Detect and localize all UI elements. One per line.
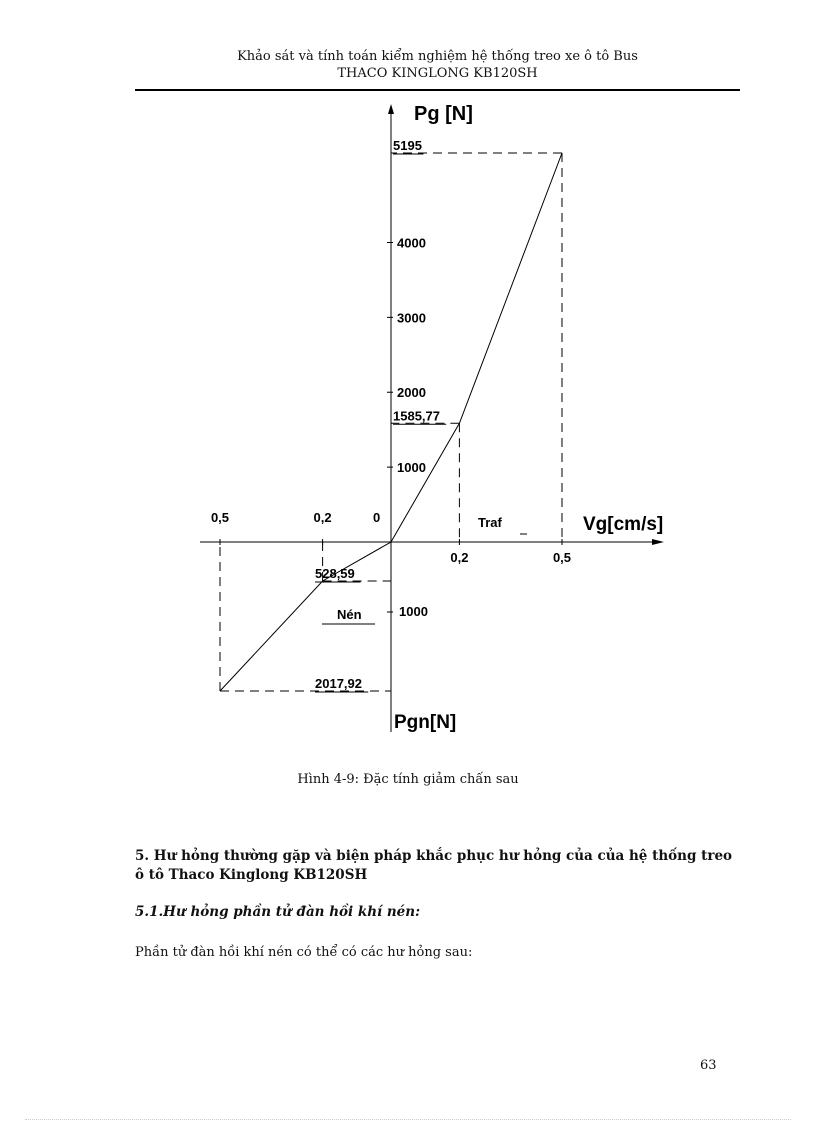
y-tick-label-0: 1000 bbox=[397, 460, 426, 476]
y-tick-label-bottom: 1000 bbox=[399, 604, 428, 619]
section-heading: 5. Hư hỏng thường gặp và biện pháp khắc phục hư hỏng của của hệ thống treo ô tô Thaco Kinglong KB120SH bbox=[135, 848, 733, 883]
point-label-3: 2017,92 bbox=[315, 676, 362, 691]
y-axis-label-top: Pg [N] bbox=[414, 103, 473, 125]
y-tick-label-2: 3000 bbox=[397, 310, 426, 326]
x-axis-arrow bbox=[652, 539, 664, 545]
body-paragraph: Phần tử đàn hồi khí nén có thể có các hư hỏng sau: bbox=[135, 945, 473, 960]
point-label-1: 1585,77 bbox=[393, 408, 440, 424]
rebound-label: Traf bbox=[478, 515, 502, 530]
x-tick-label-3: 0,2 bbox=[450, 550, 469, 565]
y-tick-label-1: 2000 bbox=[397, 385, 426, 401]
y-axis-label-bottom: Pgn[N] bbox=[394, 712, 457, 733]
x-tick-label-4: 0,5 bbox=[552, 550, 572, 565]
page-number: 63 bbox=[700, 1058, 717, 1073]
figure-caption: Hình 4-9: Đặc tính giảm chấn sau bbox=[297, 772, 519, 787]
bottom-rule bbox=[25, 1119, 791, 1120]
point-label-2: 528,59 bbox=[315, 566, 355, 582]
y-axis-arrow bbox=[388, 104, 394, 114]
x-tick-label-1: 0,2 bbox=[313, 510, 332, 525]
x-tick-label-2: 0 bbox=[373, 510, 381, 525]
x-tick-label-0: 0,5 bbox=[210, 510, 230, 525]
header-title-line2: THACO KINGLONG KB120SH bbox=[337, 66, 538, 81]
point-label-0: 5195 bbox=[393, 138, 422, 153]
y-tick-label-3: 4000 bbox=[397, 235, 426, 251]
subsection-heading: 5.1.Hư hỏng phần tử đàn hồi khí nén: bbox=[135, 904, 421, 920]
header-title-line1: Khảo sát và tính toán kiểm nghiệm hệ thống treo xe ô tô Bus bbox=[237, 49, 638, 64]
x-axis-label: Vg[cm/s] bbox=[583, 514, 664, 535]
compression-label: Nén bbox=[337, 607, 362, 622]
